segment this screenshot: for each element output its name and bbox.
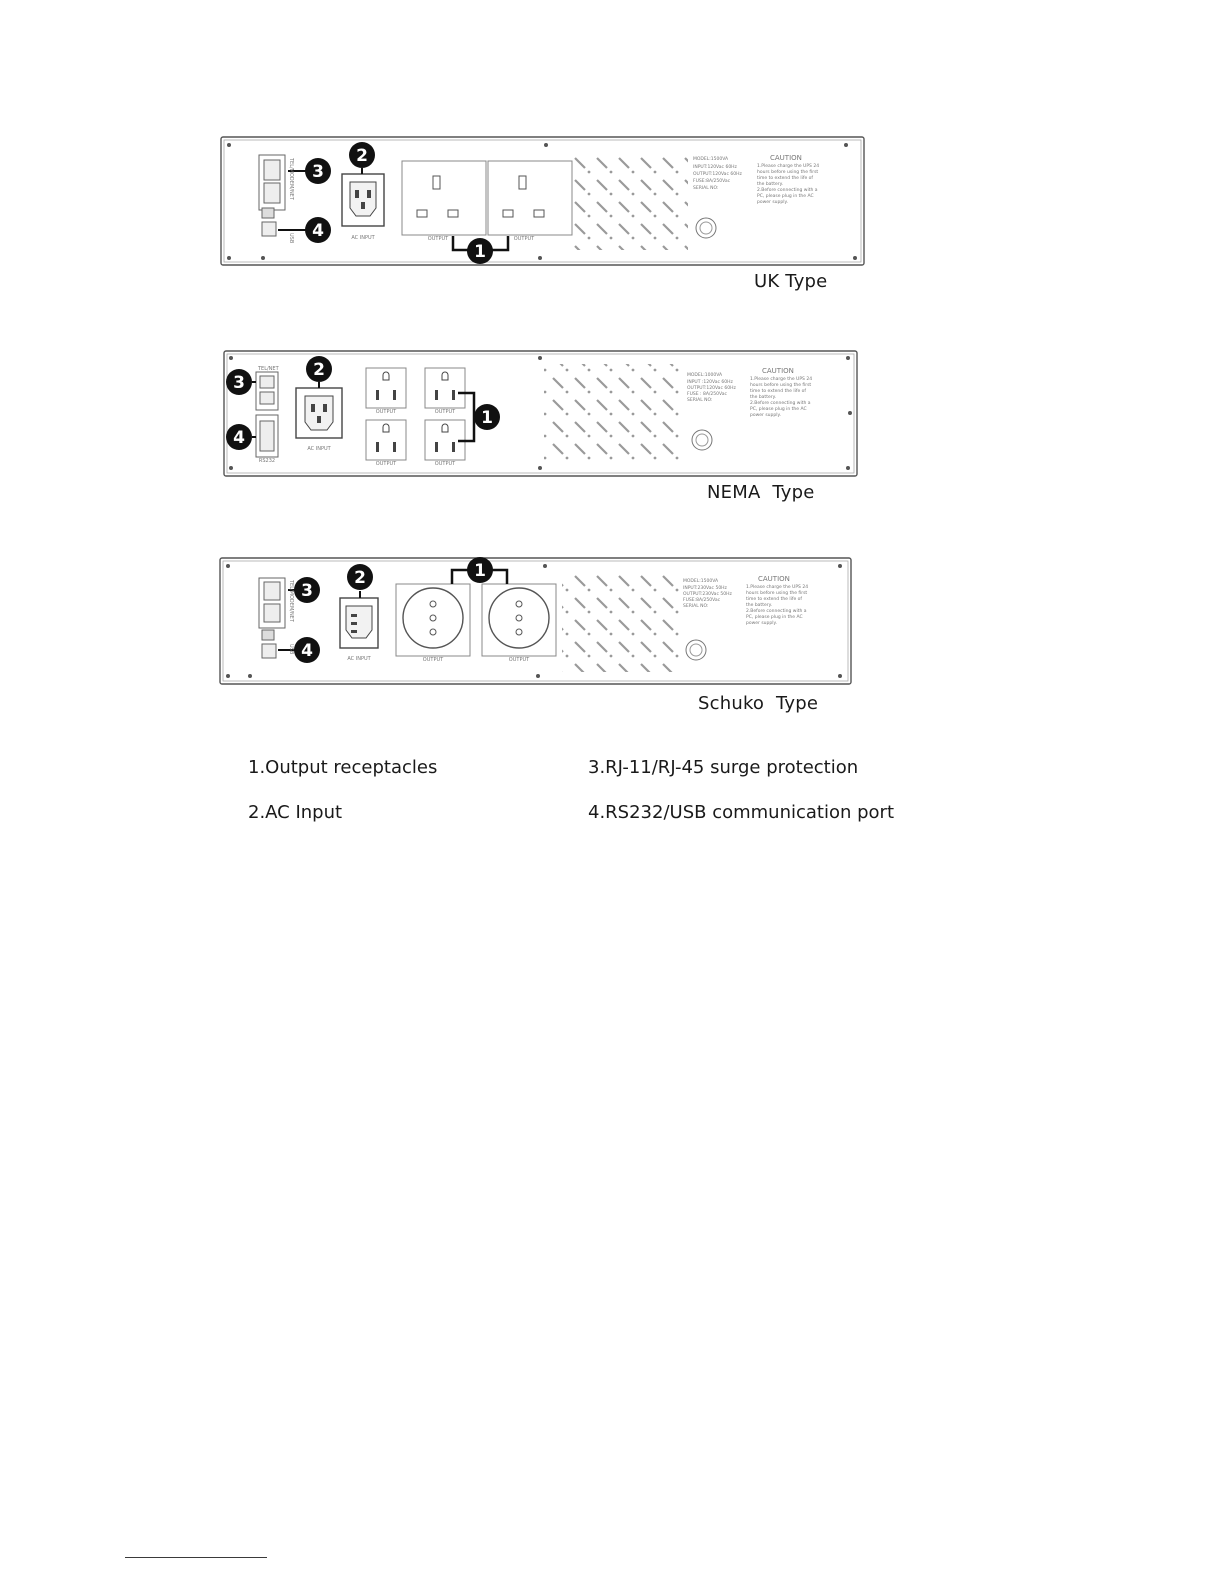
caution-line: time to extend the life of [746,597,803,602]
label-line: OUTPUT:230Vac 50Hz [683,592,732,597]
label-line: SERIAL NO: [693,186,719,191]
rs232-label: RS232 [258,458,276,464]
nema-label-block [687,372,736,403]
callout-1: 1 [481,408,493,428]
label-line: MODEL:1500VA [683,579,719,584]
caution-line: time to extend the life of [757,176,814,181]
callout-2: 2 [313,360,325,380]
callout-4: 4 [301,641,313,661]
usb-label: USB [288,233,294,244]
schuko-label-block [683,578,732,609]
label-line: SERIAL NO: [687,398,713,403]
caution-line: PC, please plug in the AC [746,615,803,620]
uk-label-block [693,156,742,191]
caution-line: 2.Before connecting with a [750,401,811,406]
ac-input-label: AC INPUT [347,656,371,662]
label-line: OUTPUT:120Vac 60Hz [693,172,742,177]
legend-item-output-receptacles: 1.Output receptacles [248,757,438,778]
label-line: FUSE:8A/250Vac [683,598,721,603]
callout-3: 3 [301,581,313,601]
output-label: OUTPUT [422,657,444,663]
schuko-caution [746,575,808,626]
callout-3: 3 [312,162,324,182]
caution-line: the battery. [757,182,784,187]
callout-3: 3 [233,373,245,393]
caution-line: 2.Before connecting with a [757,188,818,193]
legend-item-comm-port: 4.RS232/USB communication port [588,802,895,823]
caution-line: power supply. [750,413,781,418]
output-label: OUTPUT [427,236,449,242]
callout-2: 2 [354,568,366,588]
caution-title: CAUTION [770,154,802,162]
ac-input-label: AC INPUT [307,446,331,452]
tel-label: TEL/NET [258,366,279,372]
caution-line: 1.Please charge the UPS 24 [750,377,813,382]
schuko-type-caption: Schuko Type [698,693,819,714]
caution-line: the battery. [750,395,777,400]
caution-title: CAUTION [758,575,790,583]
label-line: MODEL:1500VA [693,157,729,162]
label-line: INPUT :120Vac 60Hz [687,380,733,385]
label-line: FUSE:8A/250Vac [693,179,731,184]
uk-caution [757,154,819,205]
output-label: OUTPUT [375,461,397,467]
caution-line: time to extend the life of [750,389,807,394]
output-label: OUTPUT [513,236,535,242]
output-label: OUTPUT [434,461,456,467]
caution-title: CAUTION [762,367,794,375]
label-line: INPUT:120Vac 60Hz [693,165,737,170]
caution-line: hours before using the first [750,383,812,388]
legend-item-rj-surge: 3.RJ-11/RJ-45 surge protection [588,757,859,778]
label-line: INPUT:230Vac 50Hz [683,586,727,591]
caution-line: PC, please plug in the AC [757,194,814,199]
ac-input-label: AC INPUT [351,235,375,241]
caution-line: power supply. [757,200,788,205]
caution-line: power supply. [746,621,777,626]
caution-line: hours before using the first [757,170,819,175]
label-line: OUTPUT:120Vac 60Hz [687,386,736,391]
output-label: OUTPUT [508,657,530,663]
output-label: OUTPUT [375,409,397,415]
callout-1: 1 [474,242,486,262]
callout-4: 4 [312,221,324,241]
caution-line: 1.Please charge the UPS 24 [746,585,809,590]
caution-line: PC, please plug in the AC [750,407,807,412]
tel-label: TEL/MODEM/NET [288,580,294,622]
label-line: FUSE : 8A/250Vac [687,392,727,397]
callout-2: 2 [356,146,368,166]
tel-label: TEL/MODEM/NET [288,158,294,200]
output-label: OUTPUT [434,409,456,415]
caution-line: the battery. [746,603,773,608]
caution-line: hours before using the first [746,591,808,596]
caution-line: 1.Please charge the UPS 24 [757,164,820,169]
legend-item-ac-input: 2.AC Input [248,802,343,823]
uk-type-caption: UK Type [754,271,828,292]
caution-line: 2.Before connecting with a [746,609,807,614]
callout-4: 4 [233,428,245,448]
label-line: MODEL:1000VA [687,373,723,378]
usb-label: USB [288,644,294,655]
footnote-rule [125,1557,267,1558]
callout-1: 1 [474,561,486,581]
label-line: SERIAL NO: [683,604,709,609]
nema-type-caption: NEMA Type [707,482,815,503]
nema-caution [750,367,812,418]
